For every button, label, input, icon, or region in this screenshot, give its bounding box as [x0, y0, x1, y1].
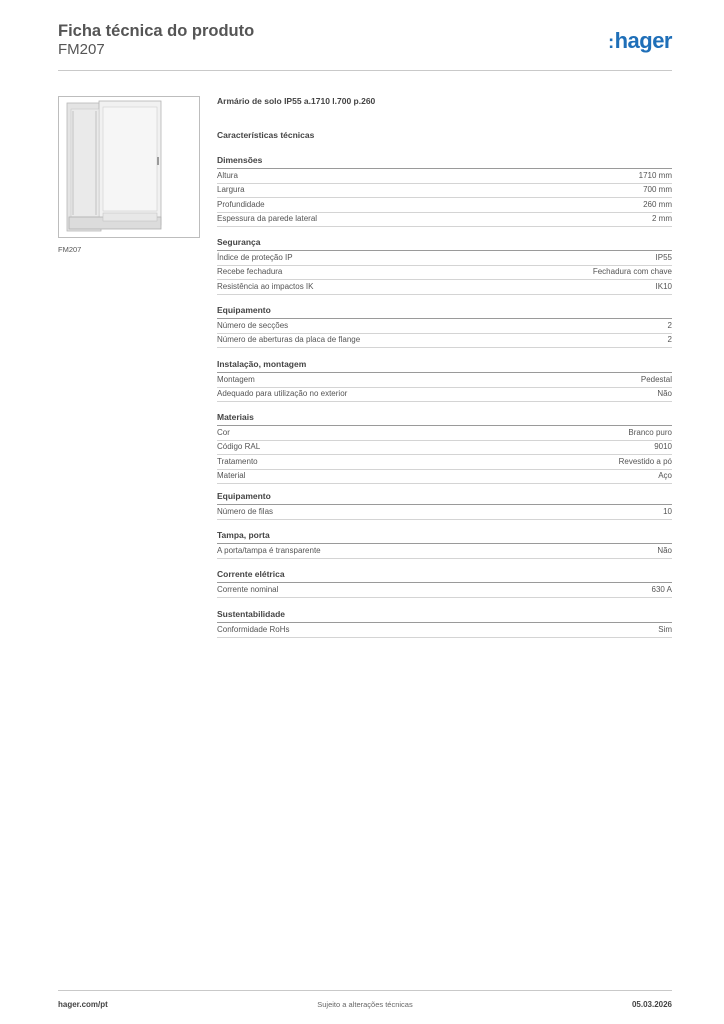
logo-dots-icon: :: [608, 32, 614, 52]
hager-logo: [608, 28, 672, 54]
spec-label: Resistência ao impactos IK: [217, 281, 314, 291]
spec-label: Largura: [217, 185, 245, 195]
spec-value: Pedestal: [640, 374, 672, 384]
spec-value: Sim: [658, 624, 672, 634]
spec-value: Revestido a pó: [618, 456, 672, 466]
spec-row: [217, 506, 672, 520]
group-title: Sustentabilidade: [217, 609, 672, 623]
spec-label: Altura: [217, 170, 238, 180]
spec-label: Índice de proteção IP: [217, 252, 293, 262]
spec-value: 700 mm: [643, 185, 672, 195]
spec-label: Material: [217, 471, 246, 481]
spec-label: Número de aberturas da placa de flange: [217, 335, 361, 345]
group-title: Materiais: [217, 412, 672, 426]
group-title: Instalação, montagem: [217, 359, 672, 373]
spec-row: [217, 213, 672, 227]
spec-label: Adequado para utilização no exterior: [217, 389, 348, 399]
spec-label: Recebe fechadura: [217, 267, 283, 277]
spec-row: [217, 624, 672, 638]
spec-row: [217, 374, 672, 388]
spec-row: [217, 456, 672, 470]
spec-label: Profundidade: [217, 199, 265, 209]
group-title: Corrente elétrica: [217, 569, 672, 583]
spec-value: Branco puro: [628, 427, 672, 437]
spec-value: 1710 mm: [638, 170, 672, 180]
spec-row: [217, 281, 672, 295]
product-name: Armário de solo IP55 a.1710 l.700 p.260: [217, 96, 376, 106]
image-caption: FM207: [58, 245, 82, 254]
spec-label: Conformidade RoHs: [217, 624, 290, 634]
cabinet-illustration-icon: [59, 97, 199, 237]
spec-value: 2: [667, 335, 672, 345]
spec-label: Tratamento: [217, 456, 258, 466]
spec-value: Não: [657, 389, 672, 399]
group-title: Dimensões: [217, 155, 672, 169]
spec-label: Número de filas: [217, 506, 274, 516]
spec-row: [217, 470, 672, 484]
technical-characteristics-heading: Características técnicas: [217, 130, 315, 140]
footer-website: hager.com/pt: [58, 1000, 108, 1009]
spec-row: [217, 170, 672, 184]
spec-value: IK10: [655, 281, 672, 291]
group-title: Equipamento: [217, 491, 672, 505]
spec-value: 2: [667, 320, 672, 330]
spec-label: Cor: [217, 427, 230, 437]
spec-value: IP55: [655, 252, 672, 262]
spec-label: Montagem: [217, 374, 255, 384]
spec-label: Corrente nominal: [217, 584, 279, 594]
spec-row: [217, 388, 672, 402]
spec-value: 9010: [654, 442, 672, 452]
spec-row: [217, 545, 672, 559]
footer-notice: Sujeito a alterações técnicas: [317, 1000, 413, 1009]
document-subtitle: FM207: [58, 41, 105, 58]
footer-date: 05.03.2026: [631, 1000, 672, 1009]
product-image: [58, 96, 200, 238]
spec-row: [217, 441, 672, 455]
spec-row: [217, 252, 672, 266]
spec-value: 2 mm: [652, 214, 672, 224]
logo-text: hager: [614, 28, 672, 53]
document-header: [58, 20, 672, 71]
document-title: Ficha técnica do produto: [58, 22, 255, 40]
spec-value: 10: [663, 506, 672, 516]
spec-value: 630 A: [651, 584, 672, 594]
spec-row: [217, 320, 672, 334]
spec-label: Código RAL: [217, 442, 261, 452]
spec-row: [217, 584, 672, 598]
group-title: Segurança: [217, 237, 672, 251]
spec-label: Número de secções: [217, 320, 289, 330]
spec-row: [217, 334, 672, 348]
spec-value: Aço: [658, 471, 672, 481]
spec-value: 260 mm: [643, 199, 672, 209]
document-footer: [58, 990, 672, 1017]
spec-row: [217, 266, 672, 280]
spec-label: A porta/tampa é transparente: [217, 545, 321, 555]
group-title: Equipamento: [217, 305, 672, 319]
spec-row: [217, 199, 672, 213]
spec-row: [217, 184, 672, 198]
spec-value: Não: [657, 545, 672, 555]
group-title: Tampa, porta: [217, 530, 672, 544]
spec-label: Espessura da parede lateral: [217, 214, 318, 224]
spec-value: Fechadura com chave: [592, 267, 672, 277]
spec-row: [217, 427, 672, 441]
